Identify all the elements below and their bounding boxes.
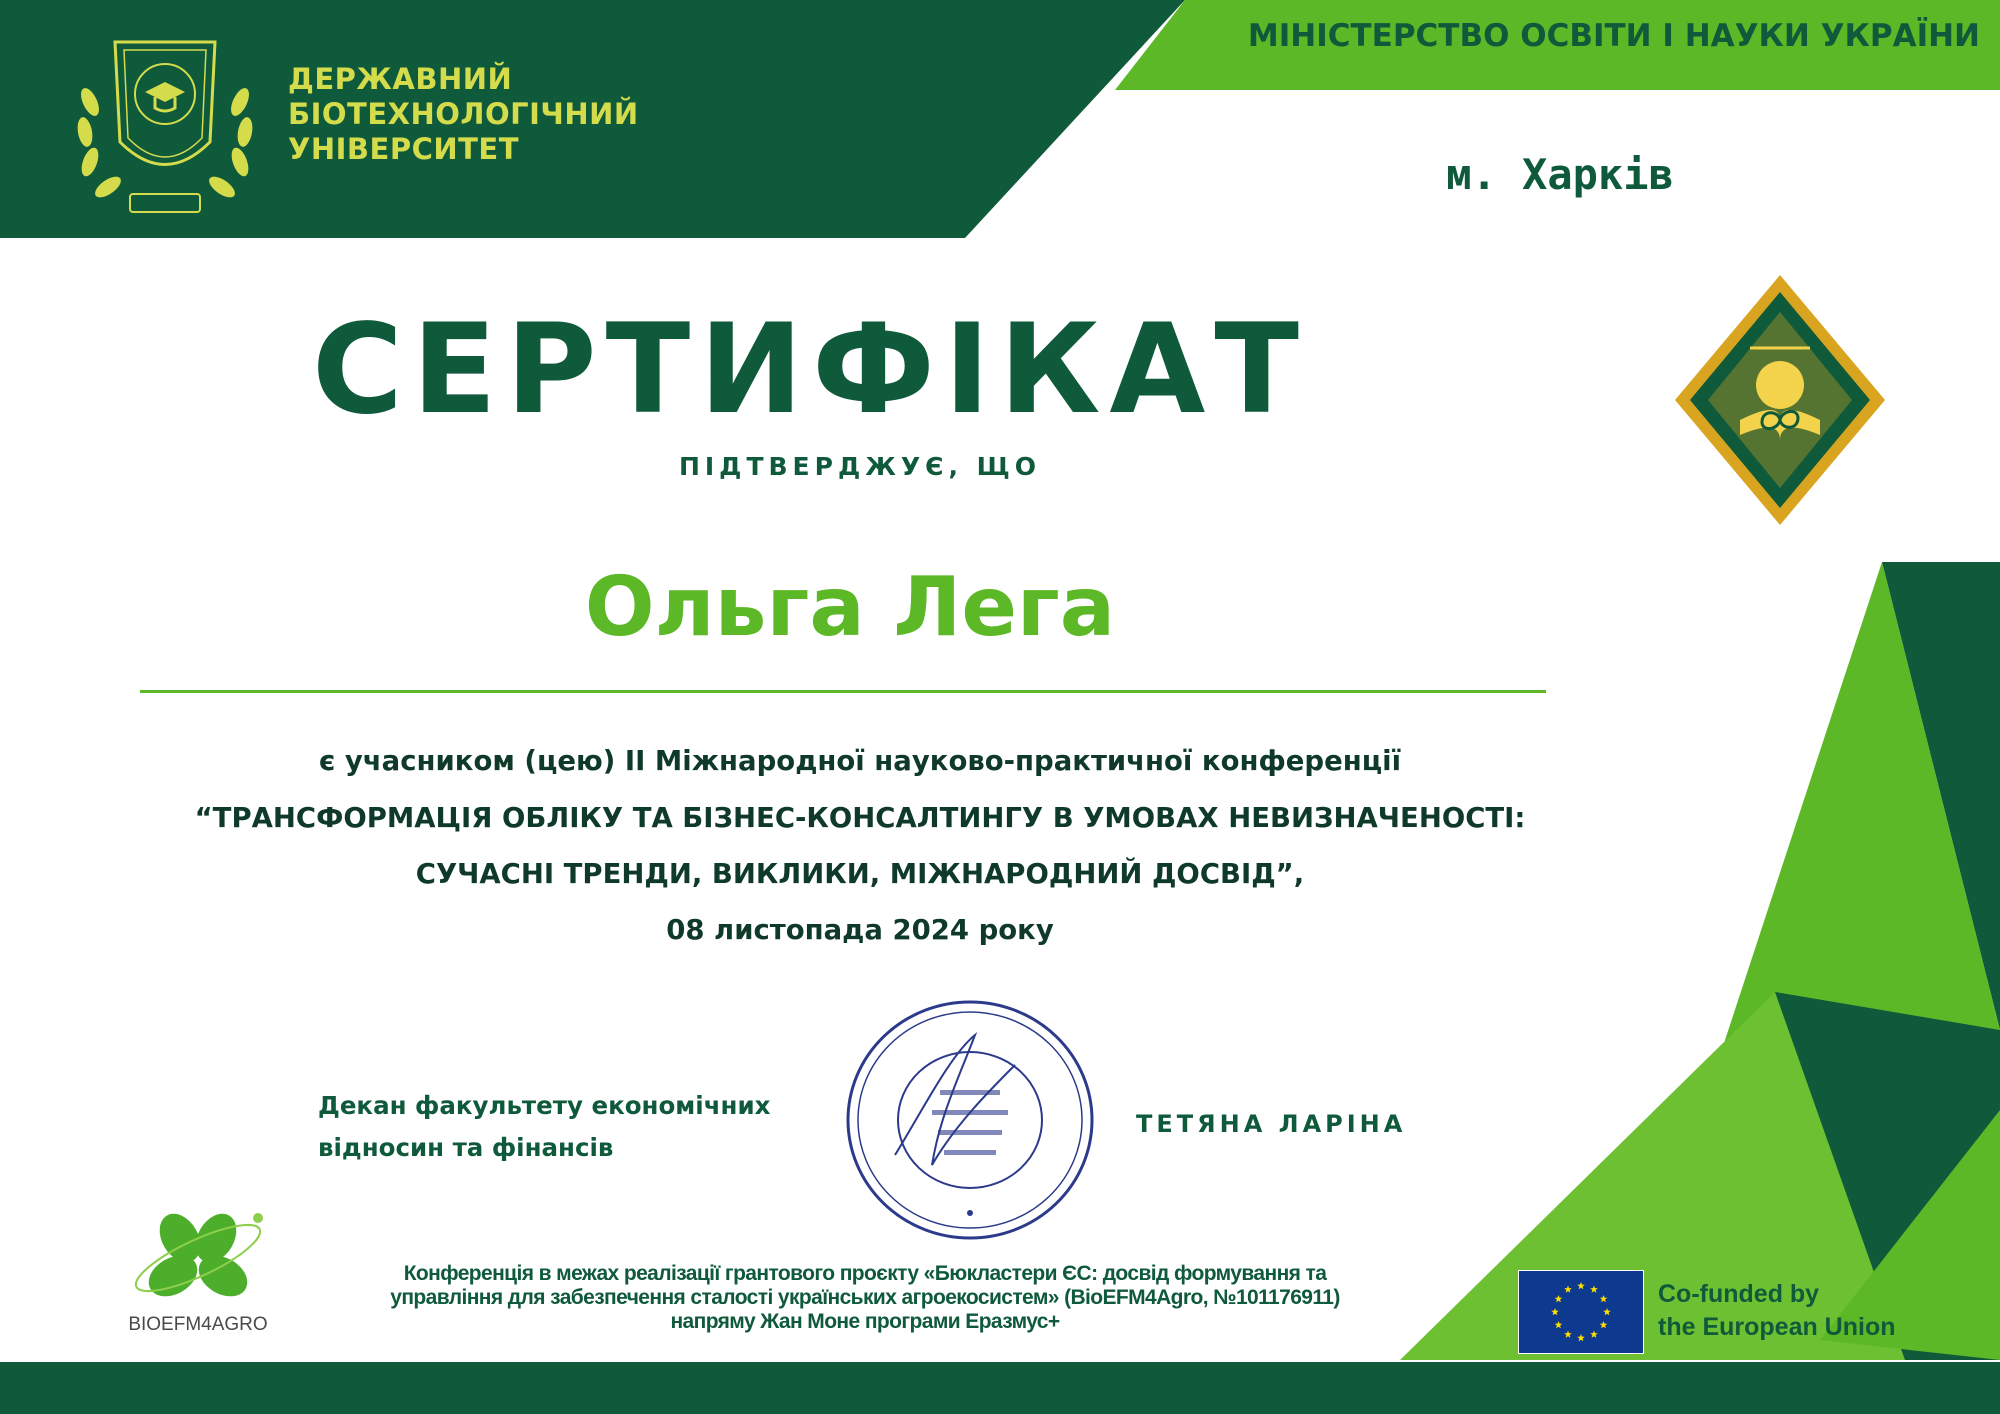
dean-title (318, 1085, 770, 1169)
name-underline (140, 690, 1546, 693)
faculty-seal-stamp-icon (840, 995, 1100, 1245)
eu-cofunded-text (1658, 1278, 1896, 1344)
confirms-subtitle: ПІДТВЕРДЖУЄ, ЩО (678, 452, 1042, 481)
dean-name: ТЕТЯНА ЛАРІНА (1136, 1110, 1407, 1138)
certificate-title: СЕРТИФІКАТ (312, 298, 1308, 442)
conference-date: 08 листопада 2024 року (666, 914, 1054, 946)
grant-line: Конференція в межах реалізації грантового проєкту «Бюкластери ЄС: досвід формування та (403, 1262, 1327, 1285)
university-name-line: УНІВЕРСИТЕТ (288, 132, 520, 166)
dean-title-line: відносин та фінансів (318, 1133, 614, 1162)
conference-title-line: “ТРАНСФОРМАЦІЯ ОБЛІКУ ТА БІЗНЕС-КОНСАЛТИНГУ В УМОВАХ НЕВИЗНАЧЕНОСТІ: (194, 802, 1526, 834)
department-emblem-icon (1670, 270, 1890, 530)
eu-text-line: the European Union (1658, 1313, 1896, 1341)
dean-title-line: Декан факультету економічних (318, 1091, 771, 1120)
ministry-title: МІНІСТЕРСТВО ОСВІТИ І НАУКИ УКРАЇНИ (1247, 18, 1980, 54)
city-label: м. Харків (1446, 150, 1674, 199)
recipient-name: Ольга Лега (584, 560, 1116, 655)
university-name (288, 62, 639, 167)
grant-line: напряму Жан Моне програми Еразмус+ (670, 1310, 1060, 1333)
eu-text-line: Co-funded by (1658, 1280, 1820, 1308)
bioefm4agro-logo-text: BIOEFM4AGRO (128, 1314, 268, 1335)
bioefm4agro-logo-icon (118, 1188, 278, 1338)
university-name-line: БІОТЕХНОЛОГІЧНИЙ (288, 97, 639, 131)
eu-flag-icon (1518, 1270, 1644, 1354)
bottom-dark-band (0, 1362, 2000, 1414)
university-crest-icon (60, 22, 270, 222)
grant-info (310, 1262, 1420, 1334)
university-name-line: ДЕРЖАВНИЙ (288, 62, 513, 96)
grant-line: управління для забезпечення сталості українських агроекосистем» (BioEFM4Agro, №101176911) (390, 1286, 1340, 1309)
participation-line: є учасником (цею) ІІ Міжнародної науково-практичної конференції (318, 745, 1402, 777)
conference-title-line: СУЧАСНІ ТРЕНДИ, ВИКЛИКИ, МІЖНАРОДНИЙ ДОСВІД”, (415, 858, 1305, 890)
